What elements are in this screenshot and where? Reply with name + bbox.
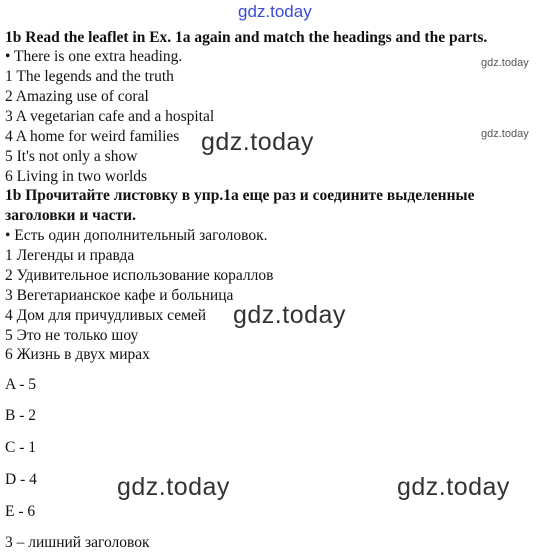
watermark-small-2: gdz.today: [481, 128, 529, 140]
heading-item-en-1: 1 The legends and the truth: [5, 68, 174, 85]
watermark-large-2: gdz.today: [233, 301, 346, 329]
heading-item-en-2: 2 Amazing use of coral: [5, 88, 149, 105]
exercise-title-en: 1b Read the leaflet in Ex. 1a again and match the headings and the parts.: [5, 29, 488, 46]
answer-a: A - 5: [5, 376, 36, 393]
exercise-note-ru: • Есть один дополнительный заголовок.: [5, 227, 268, 244]
heading-item-ru-3: 3 Вегетарианское кафе и больница: [5, 287, 234, 304]
answer-b: B - 2: [5, 407, 36, 424]
exercise-note-en: • There is one extra heading.: [5, 48, 183, 65]
heading-item-ru-1: 1 Легенды и правда: [5, 247, 135, 264]
answer-c: C - 1: [5, 439, 36, 456]
heading-item-ru-5: 5 Это не только шоу: [5, 327, 139, 344]
heading-item-en-4: 4 A home for weird families: [5, 128, 180, 145]
heading-item-en-5: 5 It's not only a show: [5, 148, 138, 165]
watermark-large-3: gdz.today: [117, 473, 230, 501]
heading-item-en-3: 3 A vegetarian cafe and a hospital: [5, 108, 215, 125]
exercise-title-ru-line2: заголовки и части.: [5, 207, 136, 224]
watermark-large-1: gdz.today: [201, 128, 314, 156]
exercise-title-ru-line1: 1b Прочитайте листовку в упр.1а еще раз и соедините выделенные: [5, 187, 475, 204]
heading-item-ru-6: 6 Жизнь в двух мирах: [5, 346, 150, 363]
heading-item-en-6: 6 Living in two worlds: [5, 168, 148, 185]
watermark-small-1: gdz.today: [481, 57, 529, 69]
answer-e: E - 6: [5, 503, 36, 520]
answer-extra-heading: 3 – лишний заголовок: [5, 534, 150, 551]
heading-item-ru-2: 2 Удивительное использование кораллов: [5, 267, 274, 284]
watermark-large-4: gdz.today: [397, 473, 510, 501]
answer-d: D - 4: [5, 471, 37, 488]
watermark-top: gdz.today: [238, 2, 312, 21]
heading-item-ru-4: 4 Дом для причудливых семей: [5, 307, 207, 324]
